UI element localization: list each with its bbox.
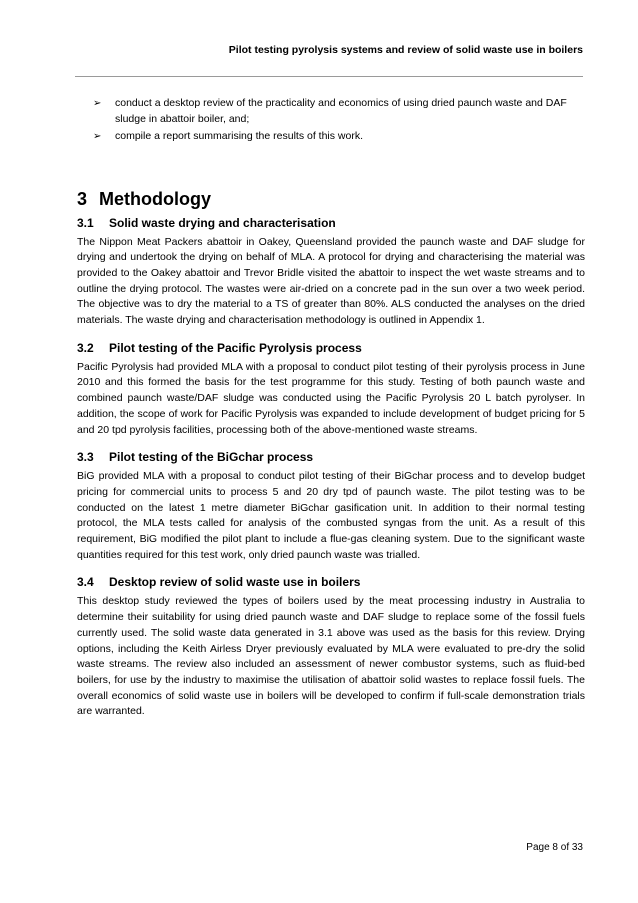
arrow-bullet-icon: ➢ bbox=[93, 98, 102, 109]
section-heading bbox=[77, 188, 585, 210]
page-number: Page 8 of 33 bbox=[526, 842, 583, 853]
bullet-item bbox=[93, 96, 585, 127]
subsection-title: Desktop review of solid waste use in boilers bbox=[109, 575, 361, 590]
subsection-body: The Nippon Meat Packers abattoir in Oakey, Queensland provided the paunch waste and DAF sludge for drying and undertook the drying on behalf of MLA. A protocol for drying and characterising the material was provided to the Oakey abattoir and Trevor Bridle visited the abattoir to inspect the wet waste streams and to outline the drying protocol. The wastes were air-dried on a concrete pad in the sun over a two week period. The objective was to dry the material to a TS of greater than 80%. ALS conducted the analyses on the dried materials. The waste drying and characterisation methodology is outlined in Appendix 1. bbox=[77, 235, 585, 327]
subsection-heading bbox=[77, 341, 585, 356]
subsection-body: Pacific Pyrolysis had provided MLA with a proposal to conduct pilot testing of their pyrolysis process in June 2010 and this formed the basis for the test programme for this study. Testing of both paunch waste and combined paunch waste/DAF sludge was conducted using the Pacific Pyrolysis 20 L batch pyrolyser. In addition, the scope of work for Pacific Pyrolysis was expanded to include development of budget pricing for 5 and 20 tpd pyrolysis facilities, processing both of the above-mentioned waste streams. bbox=[77, 360, 585, 436]
subsection-body: BiG provided MLA with a proposal to conduct pilot testing of their BiGchar process and to develop budget pricing for commercial units to process 5 and 20 dry tpd of paunch waste. The pilot testing was to be conducted on the latest 1 metre diameter BiGchar gasification unit. In addition to their normal testing protocol, the MLA tests called for analysis of the combusted syngas from the unit. As a result of this requirement, BiG modified the pilot plant to include a flue-gas cleaning system. Due to the significant waste quantities required for this test work, only dried paunch waste was trialled. bbox=[77, 470, 585, 561]
subsection-number: 3.3 bbox=[77, 450, 94, 465]
subsection-heading bbox=[77, 575, 585, 590]
subsection-heading bbox=[77, 216, 585, 231]
subsection-number: 3.1 bbox=[77, 215, 94, 230]
subsection-number: 3.2 bbox=[77, 340, 94, 355]
page-content bbox=[77, 96, 585, 720]
subsection-heading bbox=[77, 450, 585, 465]
subsection-number: 3.4 bbox=[77, 575, 94, 590]
subsection-title: Solid waste drying and characterisation bbox=[109, 215, 336, 230]
arrow-bullet-icon: ➢ bbox=[93, 131, 102, 142]
page-header bbox=[75, 40, 583, 77]
section-number: 3 bbox=[77, 188, 88, 209]
bullet-text: conduct a desktop review of the practicality and economics of using dried paunch waste and DAF sludge in abattoir boiler, and; bbox=[115, 97, 567, 125]
subsection-title: Pilot testing of the Pacific Pyrolysis process bbox=[109, 340, 362, 355]
bullet-text: compile a report summarising the results of this work. bbox=[115, 130, 364, 142]
section-title: Methodology bbox=[99, 188, 211, 209]
bullet-item bbox=[93, 129, 585, 145]
header-title: Pilot testing pyrolysis systems and review of solid waste use in boilers bbox=[228, 44, 583, 56]
subsection-title: Pilot testing of the BiGchar process bbox=[109, 450, 314, 465]
bullet-list bbox=[93, 96, 585, 145]
subsection-body: This desktop study reviewed the types of boilers used by the meat processing industry in Australia to determine their suitability for using dried paunch waste and DAF sludge to replace some of the fossil fuels currently used. The solid waste data generated in 3.1 above was used as the basis for this review. Drying options, including the Keith Airless Dryer previously evaluated by MLA were evaluated to pre-dry the solid waste streams. The review also included an assessment of newer combustor systems, such as fluid-bed boilers, for use by the industry to maximise the utilisation of abattoir solid wastes to replace fossil fuels. The overall economics of solid waste use in boilers will be developed to confirm if full-scale demonstration trials are warranted. bbox=[77, 595, 585, 718]
